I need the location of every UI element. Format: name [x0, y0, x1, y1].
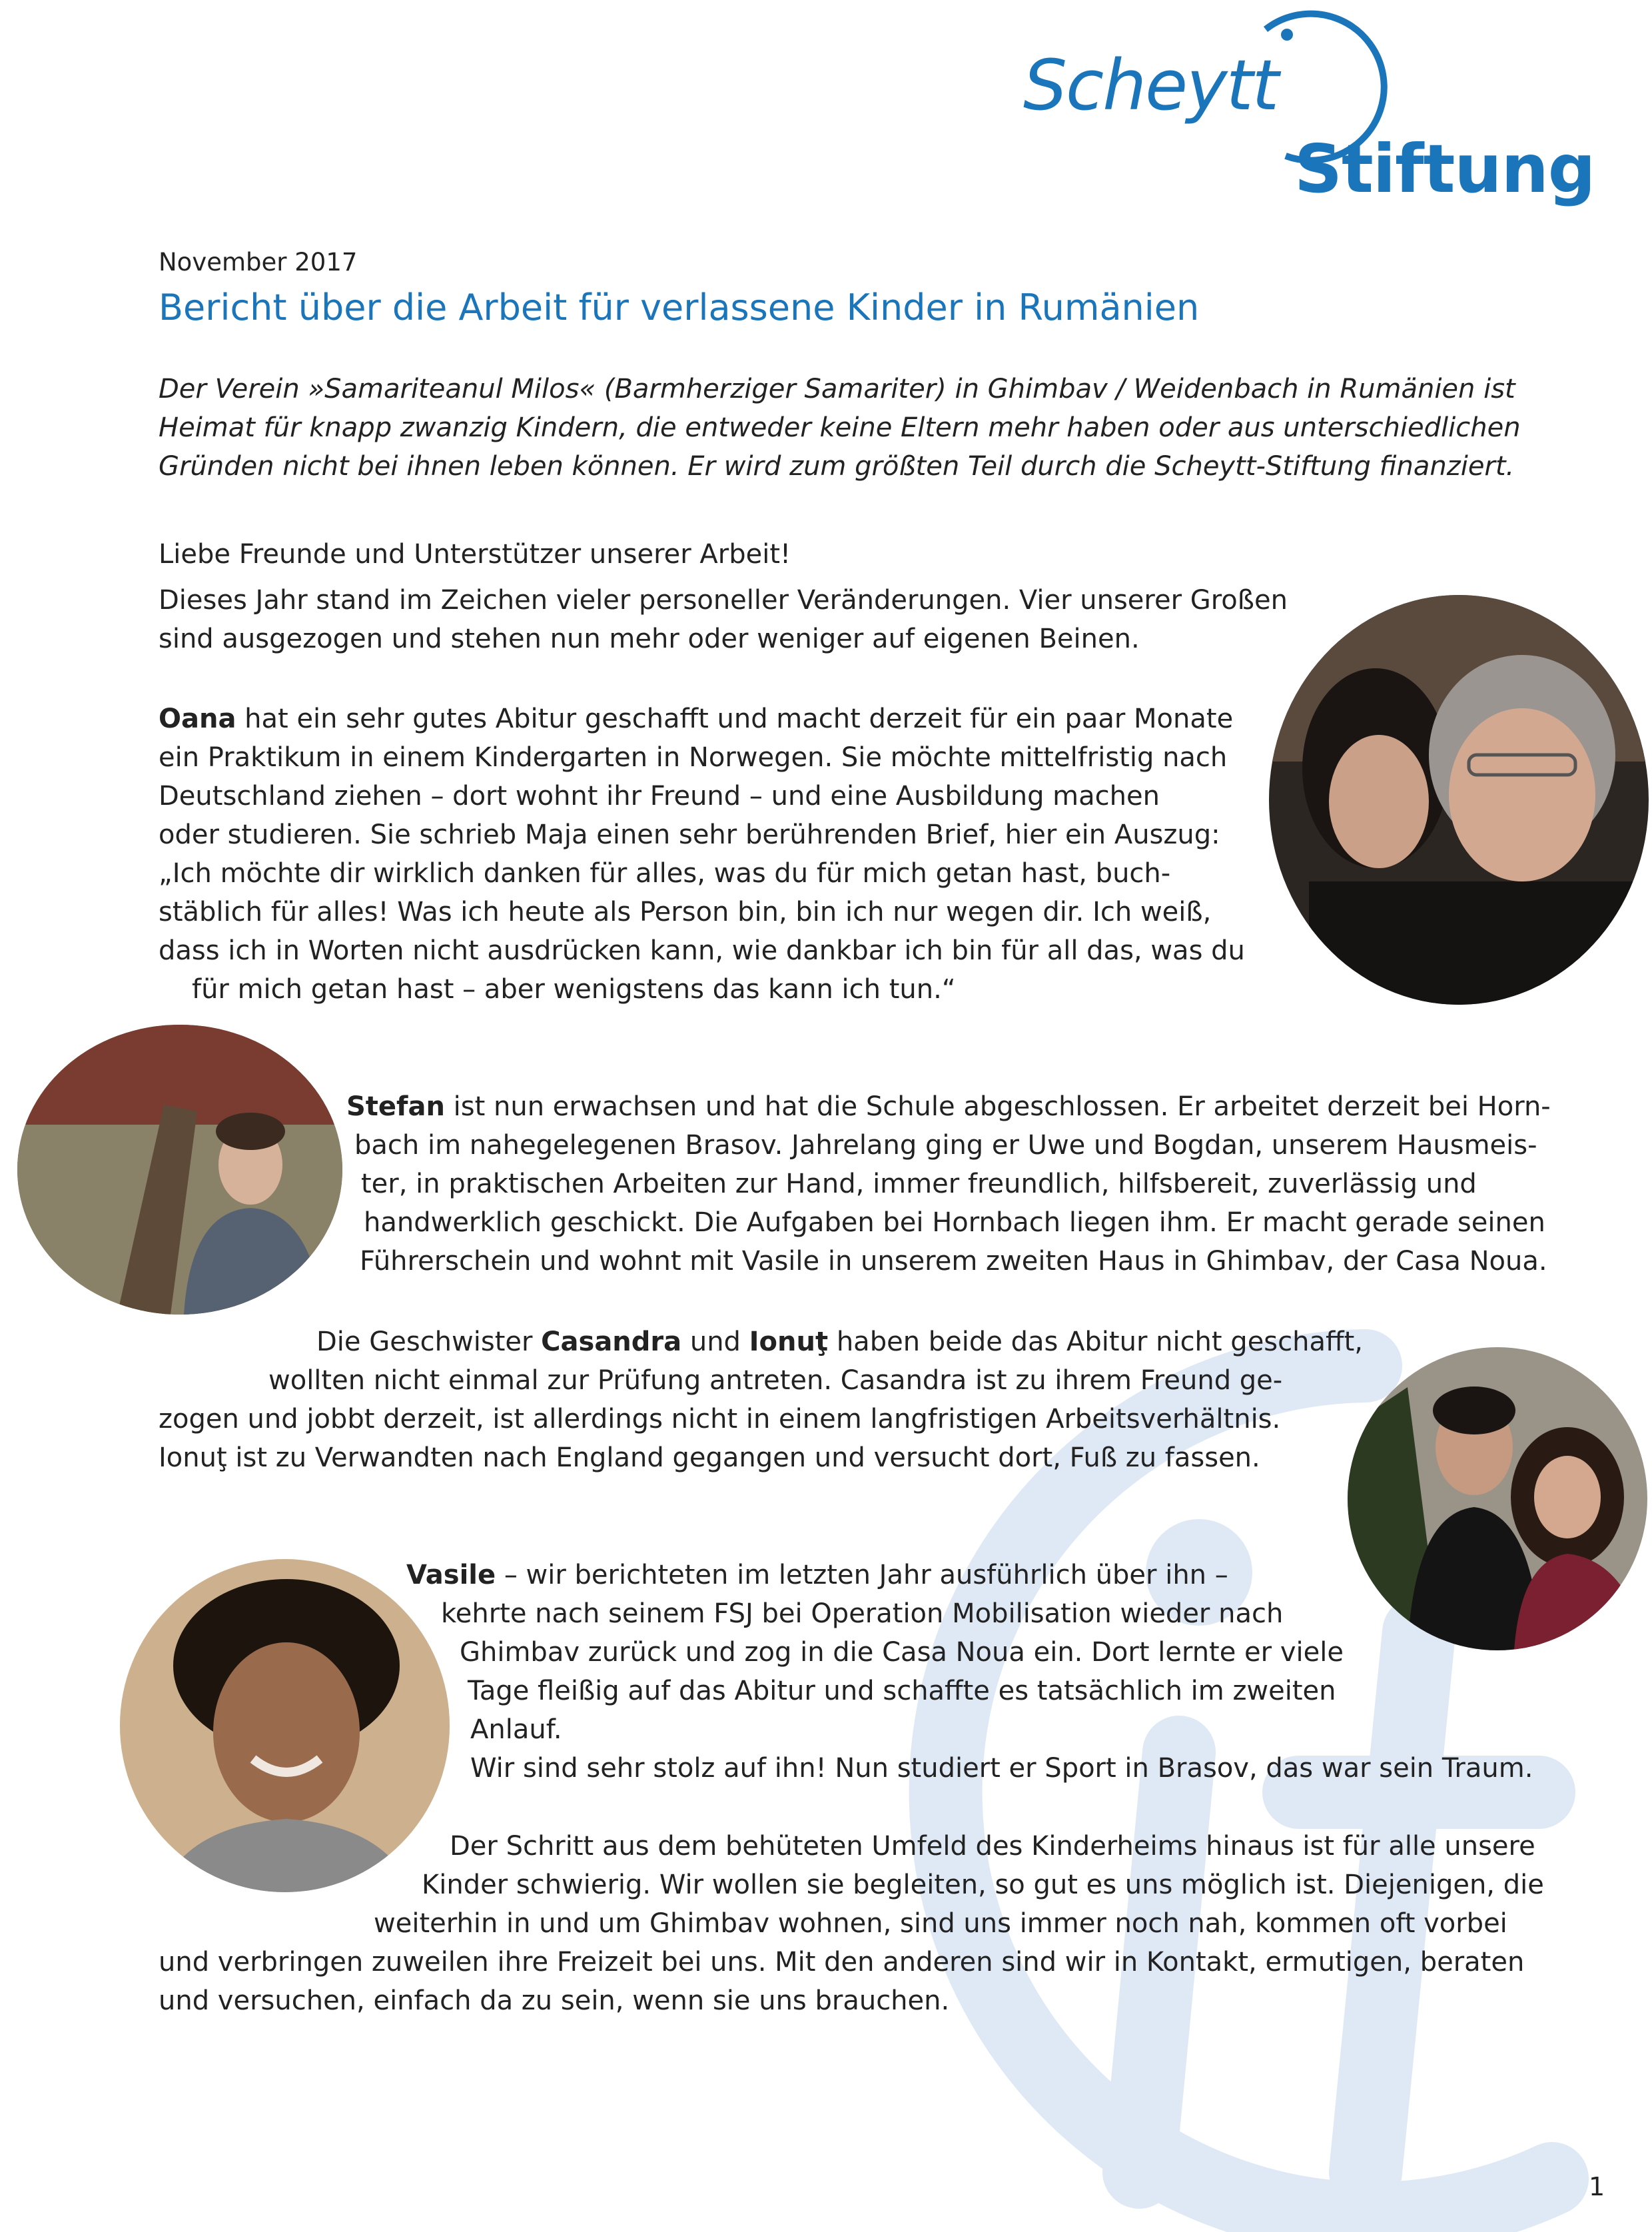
text-line: handwerklich geschickt. Die Aufgaben bei Hornbach liegen ihm. Er macht gerade seinen: [364, 1207, 1545, 1238]
text-line: Dieses Jahr stand im Zeichen vieler personeller Veränderungen. Vier unserer Großen: [159, 585, 1288, 616]
name-vasile: Vasile: [406, 1560, 496, 1590]
intro-paragraph: [159, 370, 1584, 486]
page-number: 1: [1589, 2172, 1605, 2201]
text-line: [406, 1556, 1533, 1594]
report-title: Bericht über die Arbeit für verlassene Kinder in Rumänien: [159, 286, 1200, 328]
text-line: Ionuţ ist zu Verwandten nach England gegangen und versucht dort, Fuß zu fassen.: [159, 1442, 1260, 1473]
paragraph-closing: [159, 1827, 1544, 2020]
photo-oana-with-maja: [1269, 595, 1649, 1005]
text-line: Ghimbav zurück und zog in die Casa Noua ein. Dort lernte er viele: [460, 1637, 1344, 1668]
text-line: Kinder schwierig. Wir wollen sie begleiten, so gut es uns möglich ist. Diejenigen, die: [422, 1870, 1544, 1900]
text-line: [346, 1087, 1551, 1126]
text-line: weiterhin in und um Ghimbav wohnen, sind uns immer noch nah, kommen oft vorbei: [374, 1908, 1507, 1939]
paragraph-changes: [159, 581, 1288, 658]
report-date: November 2017: [159, 248, 358, 277]
paragraph-stefan: [346, 1087, 1551, 1281]
name-casandra: Casandra: [541, 1327, 682, 1357]
text-line: „Ich möchte dir wirklich danken für alles, was du für mich getan hast, buch-: [159, 858, 1171, 889]
logo-scheytt: Scheytt: [1023, 45, 1278, 126]
text-line: wollten nicht einmal zur Prüfung antreten. Casandra ist zu ihrem Freund ge-: [268, 1365, 1283, 1396]
text-span: Die Geschwister: [316, 1327, 542, 1357]
intro-line: Heimat für knapp zwanzig Kindern, die entweder keine Eltern mehr haben oder aus unterschiedlichen: [159, 412, 1521, 443]
text-line: stäblich für alles! Was ich heute als Person bin, bin ich nur wegen dir. Ich weiß,: [159, 897, 1212, 927]
text-line: ter, in praktischen Arbeiten zur Hand, immer freundlich, hilfsbereit, zuverlässig und: [361, 1169, 1477, 1199]
paragraph-oana: [159, 700, 1245, 1009]
text-line: zogen und jobbt derzeit, ist allerdings nicht in einem langfristigen Arbeitsverhältnis.: [159, 1404, 1281, 1434]
text-span: haben beide das Abitur nicht geschafft,: [828, 1327, 1363, 1357]
name-oana: Oana: [159, 704, 236, 734]
intro-line: Gründen nicht bei ihnen leben können. Er wird zum größten Teil durch die Scheytt-Stiftung finanziert.: [159, 451, 1515, 482]
text-line: Anlauf.: [470, 1714, 562, 1745]
photo-stefan: [17, 1025, 342, 1315]
text-line: für mich getan hast – aber wenigstens das kann ich tun.“: [192, 974, 956, 1005]
logo-stiftung: Stiftung: [1294, 130, 1595, 208]
text-line: Wir sind sehr stolz auf ihn! Nun studiert er Sport in Brasov, das war sein Traum.: [470, 1753, 1533, 1784]
paragraph-vasile: [406, 1556, 1533, 1788]
text-line: Tage fleißig auf das Abitur und schaffte es tatsächlich im zweiten: [468, 1676, 1336, 1706]
greeting: Liebe Freunde und Unterstützer unserer Arbeit!: [159, 539, 791, 570]
text-line: Deutschland ziehen – dort wohnt ihr Freund – und eine Ausbildung machen: [159, 781, 1160, 812]
text-span: und: [681, 1327, 749, 1357]
text-span: – wir berichteten im letzten Jahr ausführlich über ihn –: [496, 1560, 1228, 1590]
text-span: ist nun erwachsen und hat die Schule abgeschlossen. Er arbeitet derzeit bei Horn-: [444, 1091, 1551, 1122]
text-line: kehrte nach seinem FSJ bei Operation Mobilisation wieder nach: [441, 1598, 1284, 1629]
intro-line: Der Verein »Samariteanul Milos« (Barmherziger Samariter) in Ghimbav / Weidenbach in Rumänien ist: [159, 374, 1515, 404]
text-line: [159, 700, 1245, 738]
text-line: Führerschein und wohnt mit Vasile in unserem zweiten Haus in Ghimbav, der Casa Noua.: [360, 1246, 1547, 1277]
text-line: Der Schritt aus dem behüteten Umfeld des Kinderheims hinaus ist für alle unsere: [450, 1831, 1535, 1862]
paragraph-siblings: [159, 1323, 1363, 1477]
text-line: [159, 1323, 1363, 1361]
text-line: ein Praktikum in einem Kindergarten in Norwegen. Sie möchte mittelfristig nach: [159, 742, 1228, 773]
text-line: sind ausgezogen und stehen nun mehr oder weniger auf eigenen Beinen.: [159, 624, 1140, 654]
text-span: hat ein sehr gutes Abitur geschafft und macht derzeit für ein paar Monate: [236, 704, 1234, 734]
text-line: und versuchen, einfach da zu sein, wenn sie uns brauchen.: [159, 1985, 950, 2016]
text-line: oder studieren. Sie schrieb Maja einen sehr berührenden Brief, hier ein Auszug:: [159, 820, 1220, 850]
text-line: dass ich in Worten nicht ausdrücken kann, wie dankbar ich bin für all das, was du: [159, 935, 1245, 966]
text-line: und verbringen zuweilen ihre Freizeit bei uns. Mit den anderen sind wir in Kontakt, ermutigen, beraten: [159, 1947, 1525, 1977]
text-line: bach im nahegelegenen Brasov. Jahrelang ging er Uwe und Bogdan, unserem Hausmeis-: [354, 1130, 1537, 1161]
name-ionut: Ionuţ: [749, 1327, 829, 1357]
name-stefan: Stefan: [346, 1091, 445, 1122]
